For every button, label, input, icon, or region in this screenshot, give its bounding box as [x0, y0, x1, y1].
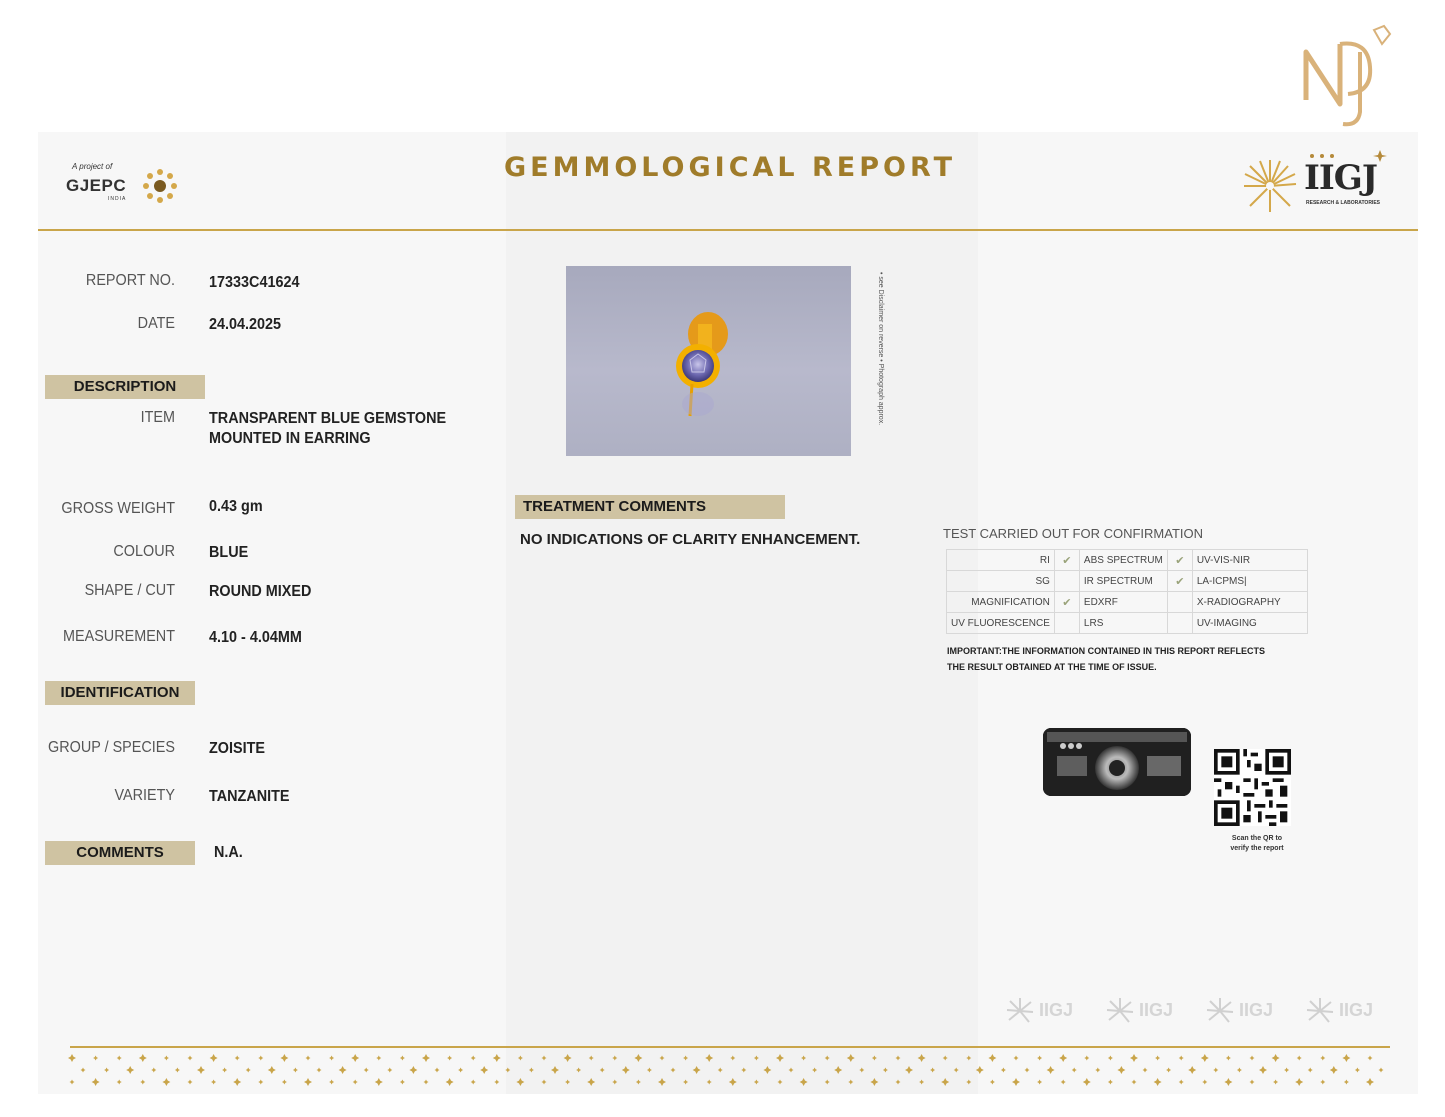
footer-star — [589, 1056, 594, 1061]
test-name: RI — [947, 550, 1055, 571]
footer-star — [70, 1080, 75, 1085]
footer-star — [1095, 1068, 1100, 1073]
footer-star — [847, 1054, 855, 1062]
iigj-subtitle: RESEARCH & LABORATORIES — [1306, 200, 1380, 206]
test-name: EDXRF — [1079, 592, 1167, 613]
footer-star — [1108, 1080, 1113, 1085]
gross-weight-value: 0.43 gm — [209, 498, 263, 515]
footer-star — [1061, 1080, 1066, 1085]
footer-star — [139, 1054, 147, 1062]
footer-star — [280, 1054, 288, 1062]
footer-star — [776, 1054, 784, 1062]
gjepc-name: GJEPC — [66, 176, 127, 195]
date-label: DATE — [137, 315, 175, 332]
footer-star — [1155, 1056, 1160, 1061]
footer-star — [976, 1066, 984, 1074]
footer-star — [1224, 1078, 1232, 1086]
footer-star — [1117, 1066, 1125, 1074]
footer-star — [188, 1080, 193, 1085]
footer-star — [1379, 1068, 1384, 1073]
footer-star — [834, 1066, 842, 1074]
gjepc-project-of: A project of — [72, 162, 113, 171]
footer-star — [1012, 1078, 1020, 1086]
footer-star — [896, 1056, 901, 1061]
footer-star — [164, 1056, 169, 1061]
footer-star — [718, 1068, 723, 1073]
footer-star — [634, 1054, 642, 1062]
footer-star — [683, 1056, 688, 1061]
footer-star — [658, 1078, 666, 1086]
footer-star — [353, 1080, 358, 1085]
footer-star — [542, 1056, 547, 1061]
header-rule — [38, 229, 1418, 231]
report-title: GEMMOLOGICAL REPORT — [504, 152, 956, 183]
footer-star — [671, 1068, 676, 1073]
shape-value: ROUND MIXED — [209, 583, 312, 600]
footer-star — [409, 1066, 417, 1074]
test-name: IR SPECTRUM — [1079, 571, 1167, 592]
tests-row — [947, 550, 1308, 571]
photo-caption: • see Disclaimer on reverse • Photograph approx. — [877, 272, 884, 426]
footer-star — [92, 1078, 100, 1086]
footer-star — [339, 1066, 347, 1074]
treatment-text: NO INDICATIONS OF CLARITY ENHANCEMENT. — [520, 531, 861, 548]
footer-star — [693, 1066, 701, 1074]
footer-star — [304, 1078, 312, 1086]
footer-star — [1297, 1056, 1302, 1061]
footer-star — [494, 1080, 499, 1085]
footer-star — [376, 1056, 381, 1061]
hologram-image — [1043, 728, 1191, 796]
footer-star — [622, 1066, 630, 1074]
watermark-logo — [1005, 996, 1095, 1032]
footer-star — [1342, 1054, 1350, 1062]
footer-star — [1083, 1078, 1091, 1086]
watermark-text: IIGJ — [1139, 1000, 1174, 1020]
measurement-value: 4.10 - 4.04MM — [209, 629, 302, 646]
footer-star — [741, 1068, 746, 1073]
shape-label: SHAPE / CUT — [84, 582, 175, 599]
footer-star — [848, 1080, 853, 1085]
footer-star — [529, 1068, 534, 1073]
test-name: SG — [947, 571, 1055, 592]
date-value: 24.04.2025 — [209, 316, 282, 333]
footer-star — [258, 1056, 263, 1061]
footer-star — [258, 1080, 263, 1085]
footer-star — [801, 1056, 806, 1061]
footer-star — [246, 1068, 251, 1073]
footer-star — [81, 1068, 86, 1073]
test-name: MAGNIFICATION — [947, 592, 1055, 613]
identification-heading: IDENTIFICATION — [45, 681, 195, 705]
footer-star — [151, 1068, 156, 1073]
gemstone-photo — [566, 266, 851, 456]
check-icon: ✔ — [1167, 571, 1192, 592]
watermark-text: IIGJ — [1039, 1000, 1074, 1020]
footer-star — [1308, 1068, 1313, 1073]
footer-star — [351, 1054, 359, 1062]
footer-star — [707, 1080, 712, 1085]
footer-star — [1355, 1068, 1360, 1073]
important-text: THE INFORMATION CONTAINED IN THIS REPORT REFLECTS THE RESULT OBTAINED AT THE TIME OF ISSUE. — [947, 646, 1265, 672]
footer-star — [400, 1080, 405, 1085]
footer-star — [941, 1078, 949, 1086]
footer-star — [919, 1080, 924, 1085]
footer-star — [493, 1054, 501, 1062]
footer-star — [197, 1066, 205, 1074]
footer-star — [1366, 1078, 1374, 1086]
footer-star — [1014, 1056, 1019, 1061]
footer-star — [1344, 1080, 1349, 1085]
watermark-logo — [1305, 996, 1395, 1032]
footer-star — [329, 1056, 334, 1061]
variety-value: TANZANITE — [209, 788, 290, 805]
test-name: LRS — [1079, 613, 1167, 634]
item-value-line2: MOUNTED IN EARRING — [209, 430, 371, 447]
footer-star — [364, 1068, 369, 1073]
watermark-text: IIGJ — [1339, 1000, 1374, 1020]
footer-star — [660, 1056, 665, 1061]
footer-star — [104, 1068, 109, 1073]
footer-star — [883, 1068, 888, 1073]
footer-star — [754, 1056, 759, 1061]
qr-code[interactable] — [1214, 749, 1291, 826]
footer-star — [222, 1068, 227, 1073]
footer-star — [387, 1068, 392, 1073]
footer-star — [800, 1078, 808, 1086]
iigj-stars-icon — [1308, 150, 1388, 162]
footer-star — [68, 1054, 76, 1062]
comments-value: N.A. — [214, 844, 243, 861]
gross-weight-label: GROSS WEIGHT — [61, 500, 175, 517]
footer-star — [683, 1080, 688, 1085]
check-icon: ✔ — [1054, 550, 1079, 571]
item-label: ITEM — [140, 409, 175, 426]
footer-star — [896, 1080, 901, 1085]
footer-star — [1188, 1066, 1196, 1074]
footer-star — [188, 1056, 193, 1061]
footer-star-pattern — [64, 1050, 1394, 1090]
footer-star — [905, 1066, 913, 1074]
test-name: UV FLUORESCENCE — [947, 613, 1055, 634]
gjepc-country: INDIA — [108, 196, 127, 202]
footer-star — [565, 1080, 570, 1085]
report-no-label: REPORT NO. — [85, 272, 175, 289]
tests-row — [947, 613, 1308, 634]
footer-star — [268, 1066, 276, 1074]
watermark-row — [1005, 996, 1405, 1032]
comments-heading: COMMENTS — [45, 841, 195, 865]
footer-star — [435, 1068, 440, 1073]
footer-star — [1250, 1056, 1255, 1061]
footer-star — [1202, 1080, 1207, 1085]
footer-star — [1226, 1056, 1231, 1061]
footer-star — [647, 1068, 652, 1073]
check-icon: ✔ — [1167, 550, 1192, 571]
important-label: IMPORTANT: — [947, 646, 1002, 656]
earring-image — [566, 266, 851, 456]
watermark-logo — [1205, 996, 1295, 1032]
footer-star — [870, 1078, 878, 1086]
report-no-value: 17333C41624 — [209, 274, 300, 291]
footer-star — [235, 1056, 240, 1061]
footer-star — [1237, 1068, 1242, 1073]
important-note — [947, 643, 1277, 675]
footer-star — [730, 1056, 735, 1061]
watermark-text: IIGJ — [1239, 1000, 1274, 1020]
measurement-label: MEASUREMENT — [62, 628, 175, 645]
footer-star — [1154, 1078, 1162, 1086]
iigj-burst-icon — [1240, 156, 1300, 216]
tests-table — [946, 549, 1308, 634]
footer-star — [551, 1066, 559, 1074]
footer-star — [988, 1054, 996, 1062]
footer-star — [1001, 1068, 1006, 1073]
empty-check-cell — [1167, 613, 1192, 634]
footer-star — [375, 1078, 383, 1086]
footer-rule — [70, 1046, 1390, 1048]
footer-star — [516, 1078, 524, 1086]
watermark-burst-icon — [1305, 996, 1335, 1026]
footer-star — [505, 1068, 510, 1073]
footer-star — [210, 1054, 218, 1062]
footer-star — [211, 1080, 216, 1085]
footer-star — [117, 1080, 122, 1085]
test-name: X-RADIOGRAPHY — [1192, 592, 1307, 613]
footer-star — [422, 1054, 430, 1062]
footer-star — [1368, 1056, 1373, 1061]
footer-star — [1108, 1056, 1113, 1061]
footer-star — [576, 1068, 581, 1073]
watermark-burst-icon — [1005, 996, 1035, 1026]
footer-star — [518, 1056, 523, 1061]
footer-star — [918, 1054, 926, 1062]
hologram-sticker — [1043, 728, 1191, 796]
treatment-heading: TREATMENT COMMENTS — [515, 495, 785, 519]
footer-star — [1201, 1054, 1209, 1062]
footer-star — [1320, 1056, 1325, 1061]
watermark-burst-icon — [1205, 996, 1235, 1026]
footer-star — [1320, 1080, 1325, 1085]
footer-star — [1330, 1066, 1338, 1074]
footer-star — [943, 1056, 948, 1061]
footer-star — [612, 1080, 617, 1085]
check-icon: ✔ — [1054, 592, 1079, 613]
item-value-line1: TRANSPARENT BLUE GEMSTONE — [209, 410, 447, 427]
footer-star — [825, 1080, 830, 1085]
footer-star — [872, 1056, 877, 1061]
footer-star — [705, 1054, 713, 1062]
footer-star — [1072, 1068, 1077, 1073]
group-value: ZOISITE — [209, 740, 266, 757]
footer-star — [175, 1068, 180, 1073]
test-name: UV-IMAGING — [1192, 613, 1307, 634]
tests-title: TEST CARRIED OUT FOR CONFIRMATION — [943, 526, 1204, 541]
footer-star — [587, 1078, 595, 1086]
footer-star — [282, 1080, 287, 1085]
footer-star — [812, 1068, 817, 1073]
footer-star — [763, 1066, 771, 1074]
footer-star — [990, 1080, 995, 1085]
empty-check-cell — [1054, 613, 1079, 634]
footer-star — [1143, 1068, 1148, 1073]
colour-value: BLUE — [209, 544, 249, 561]
footer-star — [1284, 1068, 1289, 1073]
footer-star — [859, 1068, 864, 1073]
footer-star — [954, 1068, 959, 1073]
footer-star — [400, 1056, 405, 1061]
footer-star — [1166, 1068, 1171, 1073]
footer-star — [117, 1056, 122, 1061]
test-name: UV-VIS-NIR — [1192, 550, 1307, 571]
qr-note — [1222, 834, 1292, 854]
footer-star — [636, 1080, 641, 1085]
footer-star — [293, 1068, 298, 1073]
nj-logo — [1298, 22, 1398, 132]
footer-star — [789, 1068, 794, 1073]
footer-star — [1213, 1068, 1218, 1073]
iigj-name: IIGJ — [1304, 158, 1377, 198]
footer-star — [1295, 1078, 1303, 1086]
footer-star — [1272, 1054, 1280, 1062]
footer-star — [233, 1078, 241, 1086]
footer-star — [447, 1056, 452, 1061]
footer-star — [542, 1080, 547, 1085]
footer-star — [140, 1080, 145, 1085]
empty-check-cell — [1054, 571, 1079, 592]
footer-star — [1037, 1080, 1042, 1085]
footer-star — [446, 1078, 454, 1086]
watermark-burst-icon — [1105, 996, 1135, 1026]
group-label: GROUP / SPECIES — [48, 739, 175, 756]
footer-star — [480, 1066, 488, 1074]
footer-star — [729, 1078, 737, 1086]
footer-star — [1130, 1054, 1138, 1062]
footer-star — [1084, 1056, 1089, 1061]
footer-star — [1132, 1080, 1137, 1085]
footer-star — [424, 1080, 429, 1085]
footer-star — [778, 1080, 783, 1085]
footer-star — [162, 1078, 170, 1086]
footer-star — [1179, 1056, 1184, 1061]
tests-row — [947, 592, 1308, 613]
footer-star — [1250, 1080, 1255, 1085]
tests-row — [947, 571, 1308, 592]
iigj-logo — [1240, 150, 1400, 220]
footer-star — [600, 1068, 605, 1073]
footer-star — [1259, 1066, 1267, 1074]
description-heading: DESCRIPTION — [45, 375, 205, 399]
footer-star — [1273, 1080, 1278, 1085]
footer-star — [126, 1066, 134, 1074]
footer-star — [966, 1080, 971, 1085]
footer-star — [471, 1080, 476, 1085]
footer-star — [306, 1056, 311, 1061]
qr-note-line1: Scan the QR to — [1231, 835, 1283, 842]
colour-label: COLOUR — [113, 543, 175, 560]
footer-star — [825, 1056, 830, 1061]
variety-label: VARIETY — [114, 787, 175, 804]
test-name: ABS SPECTRUM — [1079, 550, 1167, 571]
footer-star — [1059, 1054, 1067, 1062]
qr-note-line2: verify the report — [1230, 845, 1284, 852]
footer-star — [317, 1068, 322, 1073]
footer-star — [966, 1056, 971, 1061]
watermark-logo — [1105, 996, 1195, 1032]
footer-star — [564, 1054, 572, 1062]
gjepc-emblem-icon — [142, 168, 178, 204]
empty-check-cell — [1167, 592, 1192, 613]
footer-star — [1179, 1080, 1184, 1085]
test-name: LA-ICPMS| — [1192, 571, 1307, 592]
footer-star — [1025, 1068, 1030, 1073]
gjepc-logo — [64, 160, 194, 210]
footer-star — [93, 1056, 98, 1061]
footer-star — [612, 1056, 617, 1061]
footer-star — [930, 1068, 935, 1073]
footer-star — [471, 1056, 476, 1061]
footer-star — [458, 1068, 463, 1073]
footer-star — [1037, 1056, 1042, 1061]
footer-star — [1047, 1066, 1055, 1074]
footer-star — [754, 1080, 759, 1085]
footer-star — [329, 1080, 334, 1085]
